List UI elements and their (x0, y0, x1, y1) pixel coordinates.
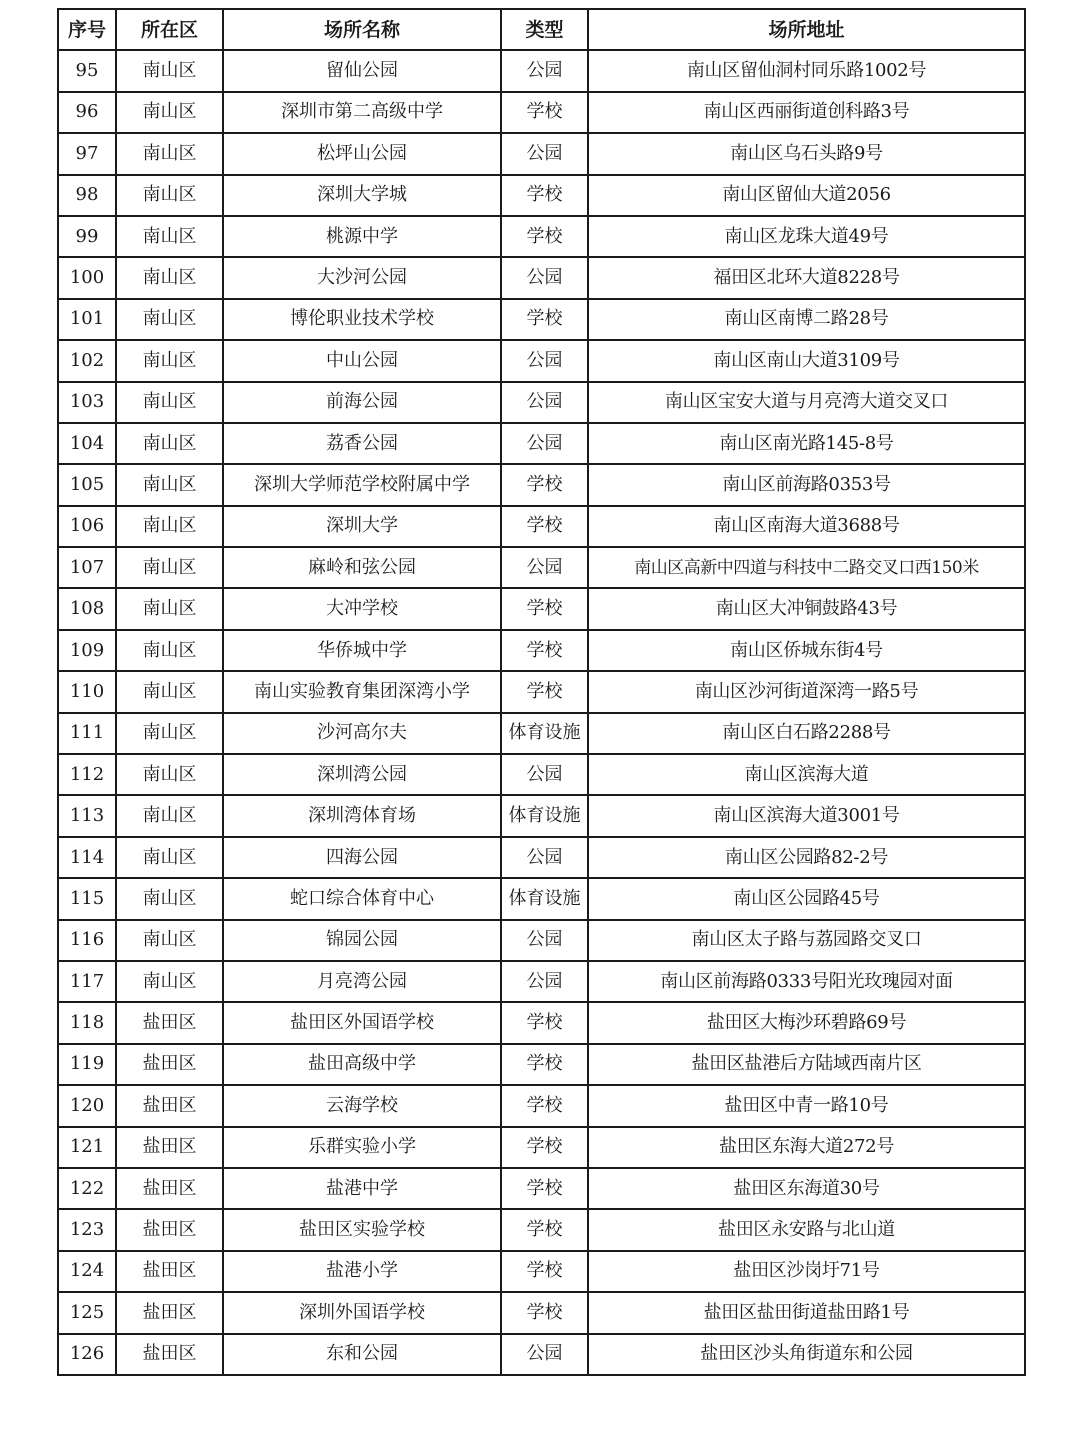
cell-venue-name: 盐港小学 (223, 1251, 501, 1292)
cell-address: 盐田区盐港后方陆域西南片区 (588, 1044, 1025, 1085)
table-row (58, 1209, 1025, 1250)
cell-type: 公园 (501, 423, 588, 464)
cell-address: 南山区前海路0333号阳光玫瑰园对面 (588, 961, 1025, 1002)
cell-address: 南山区滨海大道3001号 (588, 795, 1025, 836)
cell-district: 盐田区 (116, 1127, 223, 1168)
cell-venue-name: 盐田区实验学校 (223, 1209, 501, 1250)
cell-serial-number: 100 (58, 257, 116, 298)
cell-address: 盐田区永安路与北山道 (588, 1209, 1025, 1250)
cell-district: 南山区 (116, 506, 223, 547)
cell-type: 学校 (501, 506, 588, 547)
table-row (58, 423, 1025, 464)
cell-venue-name: 盐田区外国语学校 (223, 1002, 501, 1043)
table-row (58, 1251, 1025, 1292)
table-row (58, 1085, 1025, 1126)
cell-venue-name: 乐群实验小学 (223, 1127, 501, 1168)
header-venue-name: 场所名称 (223, 9, 501, 50)
table-row (58, 878, 1025, 919)
cell-address: 盐田区盐田街道盐田路1号 (588, 1292, 1025, 1333)
cell-venue-name: 松坪山公园 (223, 133, 501, 174)
cell-district: 南山区 (116, 547, 223, 588)
cell-address: 盐田区东海道30号 (588, 1168, 1025, 1209)
cell-type: 公园 (501, 50, 588, 91)
header-address: 场所地址 (588, 9, 1025, 50)
cell-district: 南山区 (116, 464, 223, 505)
header-district: 所在区 (116, 9, 223, 50)
cell-address: 南山区南山大道3109号 (588, 340, 1025, 381)
cell-venue-name: 华侨城中学 (223, 630, 501, 671)
cell-district: 南山区 (116, 299, 223, 340)
table-row (58, 588, 1025, 629)
cell-serial-number: 102 (58, 340, 116, 381)
cell-type: 体育设施 (501, 878, 588, 919)
header-serial-number: 序号 (58, 9, 116, 50)
cell-address: 盐田区大梅沙环碧路69号 (588, 1002, 1025, 1043)
cell-venue-name: 月亮湾公园 (223, 961, 501, 1002)
cell-venue-name: 桃源中学 (223, 216, 501, 257)
cell-district: 盐田区 (116, 1209, 223, 1250)
cell-type: 学校 (501, 299, 588, 340)
cell-address: 盐田区东海大道272号 (588, 1127, 1025, 1168)
cell-address: 南山区南海大道3688号 (588, 506, 1025, 547)
cell-type: 学校 (501, 1251, 588, 1292)
cell-district: 南山区 (116, 382, 223, 423)
cell-serial-number: 110 (58, 671, 116, 712)
cell-venue-name: 深圳市第二高级中学 (223, 92, 501, 133)
cell-type: 学校 (501, 1127, 588, 1168)
cell-type: 学校 (501, 1085, 588, 1126)
cell-serial-number: 96 (58, 92, 116, 133)
cell-type: 公园 (501, 340, 588, 381)
cell-type: 公园 (501, 133, 588, 174)
cell-serial-number: 126 (58, 1334, 116, 1375)
cell-district: 盐田区 (116, 1168, 223, 1209)
cell-type: 公园 (501, 961, 588, 1002)
cell-serial-number: 115 (58, 878, 116, 919)
cell-venue-name: 锦园公园 (223, 920, 501, 961)
table-row (58, 630, 1025, 671)
table-row (58, 50, 1025, 91)
cell-type: 学校 (501, 1002, 588, 1043)
cell-type: 学校 (501, 1168, 588, 1209)
cell-serial-number: 103 (58, 382, 116, 423)
cell-district: 南山区 (116, 340, 223, 381)
cell-district: 南山区 (116, 257, 223, 298)
cell-serial-number: 121 (58, 1127, 116, 1168)
cell-district: 盐田区 (116, 1002, 223, 1043)
cell-district: 南山区 (116, 961, 223, 1002)
cell-type: 学校 (501, 1209, 588, 1250)
cell-serial-number: 113 (58, 795, 116, 836)
table-row (58, 961, 1025, 1002)
cell-type: 公园 (501, 1334, 588, 1375)
table-row (58, 920, 1025, 961)
cell-address: 盐田区中青一路10号 (588, 1085, 1025, 1126)
table-row (58, 837, 1025, 878)
cell-venue-name: 沙河高尔夫 (223, 713, 501, 754)
cell-district: 南山区 (116, 671, 223, 712)
cell-address: 南山区侨城东街4号 (588, 630, 1025, 671)
cell-venue-name: 南山实验教育集团深湾小学 (223, 671, 501, 712)
cell-venue-name: 深圳大学 (223, 506, 501, 547)
cell-type: 学校 (501, 92, 588, 133)
cell-serial-number: 108 (58, 588, 116, 629)
table-row (58, 671, 1025, 712)
table-row (58, 1002, 1025, 1043)
table-row (58, 133, 1025, 174)
cell-serial-number: 106 (58, 506, 116, 547)
header-row (58, 9, 1025, 50)
table-row (58, 382, 1025, 423)
cell-address: 盐田区沙头角街道东和公园 (588, 1334, 1025, 1375)
cell-venue-name: 东和公园 (223, 1334, 501, 1375)
cell-district: 盐田区 (116, 1251, 223, 1292)
table-row (58, 795, 1025, 836)
cell-venue-name: 深圳大学城 (223, 175, 501, 216)
cell-venue-name: 留仙公园 (223, 50, 501, 91)
cell-serial-number: 97 (58, 133, 116, 174)
cell-address: 南山区留仙大道2056 (588, 175, 1025, 216)
cell-serial-number: 117 (58, 961, 116, 1002)
cell-address: 南山区公园路45号 (588, 878, 1025, 919)
venue-table (57, 8, 1026, 1376)
cell-address: 南山区大冲铜鼓路43号 (588, 588, 1025, 629)
cell-type: 公园 (501, 920, 588, 961)
cell-address: 南山区西丽街道创科路3号 (588, 92, 1025, 133)
cell-address: 南山区公园路82-2号 (588, 837, 1025, 878)
table-row (58, 713, 1025, 754)
cell-venue-name: 前海公园 (223, 382, 501, 423)
cell-type: 学校 (501, 671, 588, 712)
cell-address: 南山区南光路145-8号 (588, 423, 1025, 464)
cell-serial-number: 124 (58, 1251, 116, 1292)
cell-venue-name: 大沙河公园 (223, 257, 501, 298)
table-header (58, 9, 1025, 50)
cell-type: 学校 (501, 630, 588, 671)
cell-type: 公园 (501, 382, 588, 423)
cell-district: 南山区 (116, 837, 223, 878)
cell-district: 盐田区 (116, 1085, 223, 1126)
cell-type: 学校 (501, 216, 588, 257)
cell-address: 南山区留仙洞村同乐路1002号 (588, 50, 1025, 91)
cell-serial-number: 98 (58, 175, 116, 216)
cell-serial-number: 99 (58, 216, 116, 257)
cell-district: 南山区 (116, 216, 223, 257)
cell-venue-name: 深圳湾公园 (223, 754, 501, 795)
cell-serial-number: 107 (58, 547, 116, 588)
table-row (58, 175, 1025, 216)
cell-serial-number: 116 (58, 920, 116, 961)
cell-type: 公园 (501, 837, 588, 878)
table-row (58, 754, 1025, 795)
table-row (58, 547, 1025, 588)
cell-district: 南山区 (116, 630, 223, 671)
cell-type: 学校 (501, 464, 588, 505)
cell-type: 学校 (501, 1292, 588, 1333)
cell-address: 南山区高新中四道与科技中二路交叉口西150米 (588, 547, 1025, 588)
cell-district: 南山区 (116, 133, 223, 174)
cell-district: 南山区 (116, 878, 223, 919)
table-row (58, 464, 1025, 505)
table-row (58, 216, 1025, 257)
cell-district: 南山区 (116, 795, 223, 836)
cell-venue-name: 深圳外国语学校 (223, 1292, 501, 1333)
cell-type: 学校 (501, 175, 588, 216)
cell-serial-number: 122 (58, 1168, 116, 1209)
cell-venue-name: 云海学校 (223, 1085, 501, 1126)
cell-serial-number: 120 (58, 1085, 116, 1126)
cell-district: 南山区 (116, 50, 223, 91)
cell-venue-name: 盐港中学 (223, 1168, 501, 1209)
cell-district: 盐田区 (116, 1044, 223, 1085)
cell-venue-name: 盐田高级中学 (223, 1044, 501, 1085)
cell-serial-number: 104 (58, 423, 116, 464)
cell-serial-number: 118 (58, 1002, 116, 1043)
cell-district: 南山区 (116, 588, 223, 629)
table-row (58, 1292, 1025, 1333)
table-row (58, 340, 1025, 381)
table-row (58, 1127, 1025, 1168)
cell-serial-number: 111 (58, 713, 116, 754)
cell-address: 南山区前海路0353号 (588, 464, 1025, 505)
cell-type: 学校 (501, 1044, 588, 1085)
table-row (58, 1044, 1025, 1085)
cell-venue-name: 深圳大学师范学校附属中学 (223, 464, 501, 505)
cell-venue-name: 博伦职业技术学校 (223, 299, 501, 340)
cell-serial-number: 123 (58, 1209, 116, 1250)
cell-type: 公园 (501, 257, 588, 298)
table-row (58, 299, 1025, 340)
table-body (58, 50, 1025, 1375)
cell-serial-number: 112 (58, 754, 116, 795)
cell-address: 福田区北环大道8228号 (588, 257, 1025, 298)
cell-district: 南山区 (116, 175, 223, 216)
cell-district: 南山区 (116, 92, 223, 133)
cell-venue-name: 麻岭和弦公园 (223, 547, 501, 588)
cell-district: 南山区 (116, 920, 223, 961)
header-type: 类型 (501, 9, 588, 50)
cell-address: 南山区宝安大道与月亮湾大道交叉口 (588, 382, 1025, 423)
cell-serial-number: 109 (58, 630, 116, 671)
table-row (58, 257, 1025, 298)
cell-venue-name: 荔香公园 (223, 423, 501, 464)
cell-venue-name: 深圳湾体育场 (223, 795, 501, 836)
cell-address: 南山区白石路2288号 (588, 713, 1025, 754)
cell-address: 南山区滨海大道 (588, 754, 1025, 795)
table-row (58, 506, 1025, 547)
cell-serial-number: 125 (58, 1292, 116, 1333)
cell-address: 南山区沙河街道深湾一路5号 (588, 671, 1025, 712)
cell-type: 公园 (501, 754, 588, 795)
table-row (58, 1168, 1025, 1209)
cell-venue-name: 四海公园 (223, 837, 501, 878)
cell-type: 学校 (501, 588, 588, 629)
cell-address: 南山区南博二路28号 (588, 299, 1025, 340)
cell-address: 南山区龙珠大道49号 (588, 216, 1025, 257)
cell-address: 盐田区沙岗圩71号 (588, 1251, 1025, 1292)
table-row (58, 92, 1025, 133)
cell-serial-number: 119 (58, 1044, 116, 1085)
cell-type: 体育设施 (501, 713, 588, 754)
cell-district: 盐田区 (116, 1292, 223, 1333)
cell-address: 南山区乌石头路9号 (588, 133, 1025, 174)
cell-district: 南山区 (116, 754, 223, 795)
cell-address: 南山区太子路与荔园路交叉口 (588, 920, 1025, 961)
cell-serial-number: 95 (58, 50, 116, 91)
cell-district: 南山区 (116, 423, 223, 464)
cell-venue-name: 中山公园 (223, 340, 501, 381)
cell-venue-name: 大冲学校 (223, 588, 501, 629)
cell-venue-name: 蛇口综合体育中心 (223, 878, 501, 919)
cell-serial-number: 105 (58, 464, 116, 505)
cell-type: 公园 (501, 547, 588, 588)
cell-serial-number: 114 (58, 837, 116, 878)
table-row (58, 1334, 1025, 1375)
cell-type: 体育设施 (501, 795, 588, 836)
cell-serial-number: 101 (58, 299, 116, 340)
cell-district: 盐田区 (116, 1334, 223, 1375)
cell-district: 南山区 (116, 713, 223, 754)
